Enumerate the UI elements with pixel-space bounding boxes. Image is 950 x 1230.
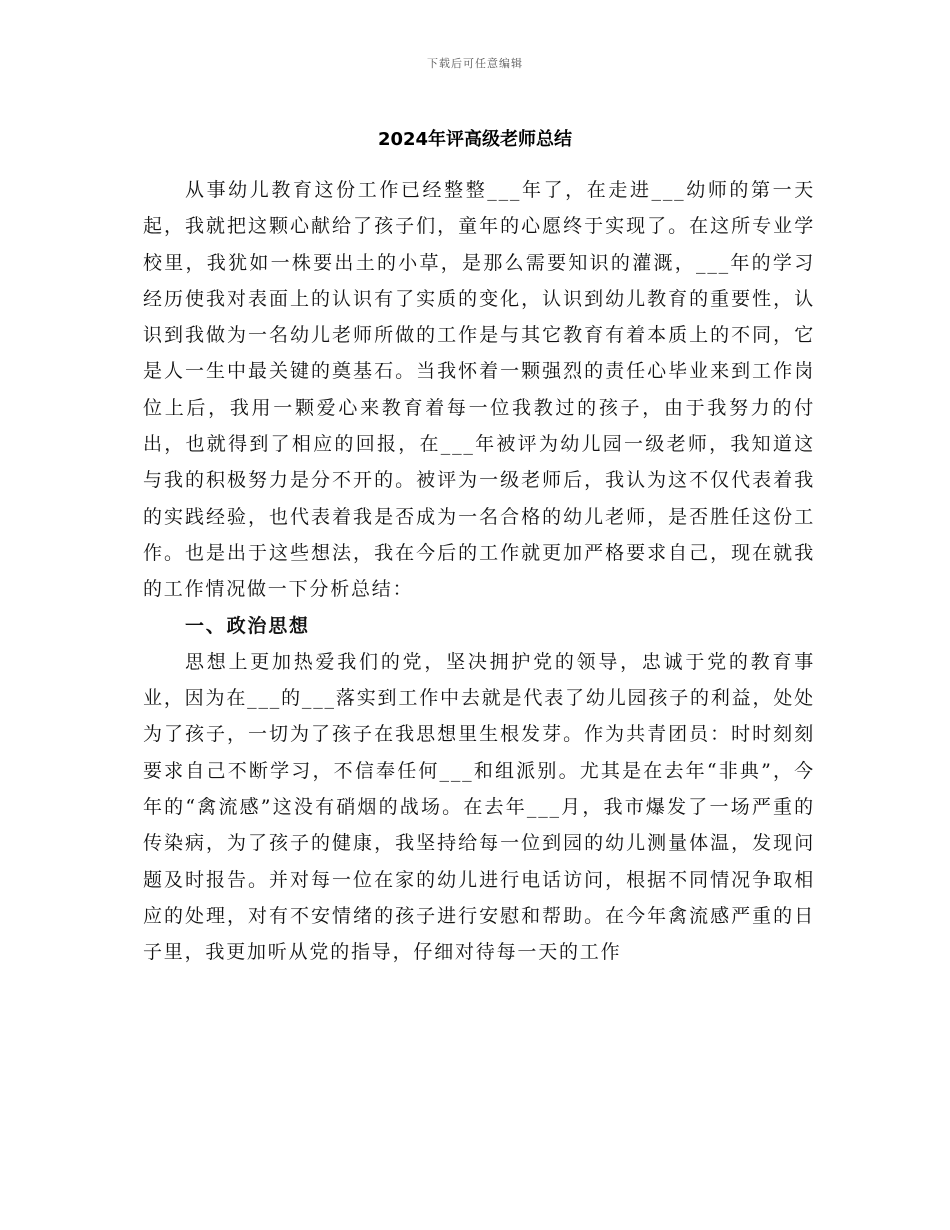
section-paragraph-politics: 思想上更加热爱我们的党，坚决拥护党的领导，忠诚于党的教育事业，因为在___的___落实到工作中去就是代表了幼儿园孩子的利益，处处为了孩子，一切为了孩子在我思想里生根发芽。作为共青团员：时时刻刻要求自己不断学习，不信奉任何___和组派别。尤其是在去年“非典”，今年的“禽流感”这没有硝烟的战场。在去年___月，我市爆发了一场严重的传染病，为了孩子的健康，我坚持给每一位到园的幼儿测量体温，发现问题及时报告。并对每一位在家的幼儿进行电话访问，根据不同情况争取相应的处理，对有不安情绪的孩子进行安慰和帮助。在今年禽流感严重的日子里，我更加听从党的指导，仔细对待每一天的工作	[143, 650, 815, 964]
document-title: 2024年评高级老师总结	[377, 129, 573, 150]
header-note: 下载后可任意编辑	[427, 57, 523, 70]
document-body	[143, 172, 815, 971]
intro-paragraph: 从事幼儿教育这份工作已经整整___年了，在走进___幼师的第一天起，我就把这颗心献给了孩子们，童年的心愿终于实现了。在这所专业学校里，我犹如一株要出土的小草，是那么需要知识的灌溉，___年的学习经历使我对表面上的认识有了实质的变化，认识到幼儿教育的重要性，认识到我做为一名幼儿老师所做的工作是与其它教育有着本质上的不同，它是人一生中最关键的奠基石。当我怀着一颗强烈的责任心毕业来到工作岗位上后，我用一颗爱心来教育着每一位我教过的孩子，由于我努力的付出，也就得到了相应的回报，在___年被评为幼儿园一级老师，我知道这与我的积极努力是分不开的。被评为一级老师后，我认为这不仅代表着我的实践经验，也代表着我是否成为一名合格的幼儿老师，是否胜任这份工作。也是出于这些想法，我在今后的工作就更加严格要求自己，现在就我的工作情况做一下分析总结：	[143, 179, 815, 601]
section-heading-politics: 一、政治思想	[185, 614, 310, 637]
